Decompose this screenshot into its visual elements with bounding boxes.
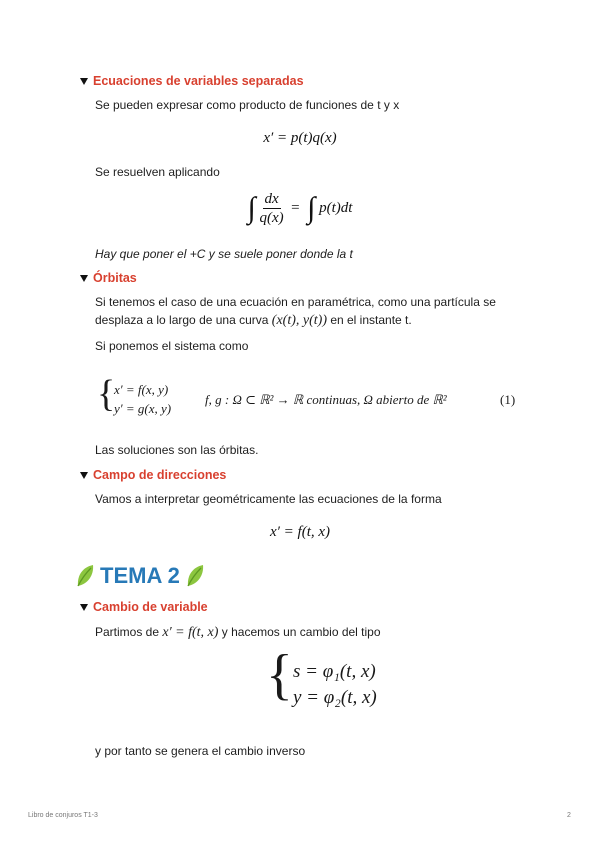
heading-label: Cambio de variable xyxy=(93,600,208,614)
paragraph: Vamos a interpretar geométricamente las ecuaciones de la forma xyxy=(95,492,442,506)
paragraph: Se pueden expresar como producto de funciones de t y x xyxy=(95,98,400,112)
text-line: desplaza a lo largo de una curva xyxy=(95,313,269,327)
equation-integral xyxy=(0,190,600,227)
section-heading-separadas[interactable] xyxy=(80,74,304,88)
paragraph: y por tanto se genera el cambio inverso xyxy=(95,744,306,758)
text-line: y hacemos un cambio del tipo xyxy=(221,625,381,639)
note-text: Hay que poner el +C y se suele poner donde la t xyxy=(95,247,353,261)
equation-form: x′ = f(t, x) xyxy=(269,524,331,540)
integral-sign: ∫ xyxy=(247,191,256,225)
system-line: s = φ₁(t, x) xyxy=(293,661,376,682)
inline-math-curve: (x(t), y(t)) xyxy=(271,313,327,328)
section-heading-campo[interactable] xyxy=(80,468,226,482)
chapter-title xyxy=(74,563,206,589)
paragraph xyxy=(95,623,381,642)
footer-title: Libro de conjuros T1-3 xyxy=(28,812,98,819)
fraction-denominator: q(x) xyxy=(259,210,284,226)
chapter-title-text: TEMA 2 xyxy=(100,563,180,588)
paragraph: Las soluciones son las órbitas. xyxy=(95,443,259,457)
collapse-triangle-icon[interactable] xyxy=(80,604,88,611)
fraction-numerator: dx xyxy=(264,191,279,207)
system-line: y′ = g(x, y) xyxy=(114,401,172,416)
heading-label: Órbitas xyxy=(93,271,137,285)
section-heading-orbitas[interactable] xyxy=(80,271,137,285)
equation-product: x′ = p(t)q(x) xyxy=(263,130,337,146)
paragraph: Se resuelven aplicando xyxy=(95,165,220,179)
section-heading-cambio[interactable] xyxy=(80,600,208,614)
equals-sign: = xyxy=(287,199,304,216)
collapse-triangle-icon[interactable] xyxy=(80,472,88,479)
text-line: Partimos de xyxy=(95,625,160,639)
system-line: y = φ₂(t, x) xyxy=(293,687,377,708)
heading-label: Campo de direcciones xyxy=(93,468,227,482)
text-line: Si tenemos el caso de una ecuación en paramétrica, como una partícula se xyxy=(95,295,496,309)
left-brace: { xyxy=(97,373,116,415)
leaf-icon xyxy=(184,563,206,589)
heading-label: Ecuaciones de variables separadas xyxy=(93,74,304,88)
paragraph xyxy=(95,293,496,330)
integral-rhs: p(t)dt xyxy=(319,199,353,216)
system-condition: f, g : Ω ⊂ ℝ² → ℝ continuas, Ω abierto de ℝ² xyxy=(205,392,447,407)
collapse-triangle-icon[interactable] xyxy=(80,78,88,85)
leaf-icon xyxy=(74,563,96,589)
page-number: 2 xyxy=(567,812,571,819)
inline-math: x′ = f(t, x) xyxy=(162,625,219,640)
fraction xyxy=(260,190,284,227)
collapse-triangle-icon[interactable] xyxy=(80,275,88,282)
integral-sign: ∫ xyxy=(307,191,316,225)
text-line: en el instante t. xyxy=(330,313,412,327)
left-brace: { xyxy=(266,644,293,706)
paragraph: Si ponemos el sistema como xyxy=(95,339,249,353)
equation-tag: (1) xyxy=(500,392,516,407)
system-line: x′ = f(x, y) xyxy=(114,382,169,397)
